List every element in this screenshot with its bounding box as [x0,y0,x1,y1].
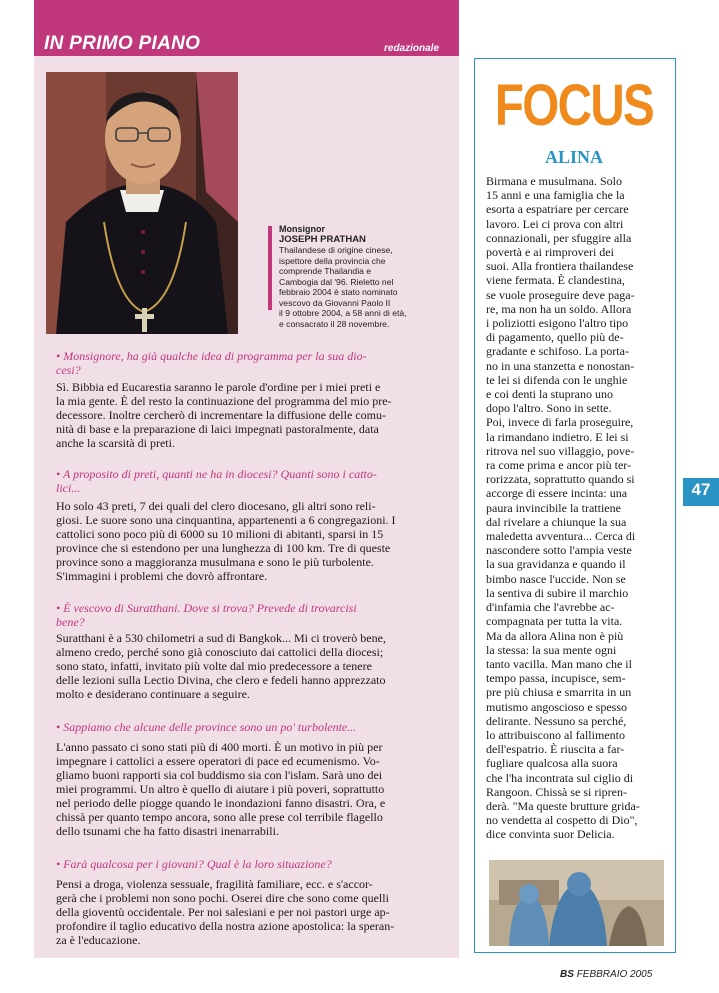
caption-accent [268,226,272,310]
answer-5: Pensi a droga, violenza sessuale, fragilità familiare, ecc. e s'accor- gerà che i problemi non sono pochi. Oserei dire che sono come quelli della gioventù occidentale. Per noi salesiani e per noi pastori urge ap- profondire il taglio educativo della nostra azione apostolica: la speran- za è l'educazione. [56,877,395,947]
focus-line: dell'espatrio. È riuscita a far- [486,742,625,757]
focus-line: se vuole proseguire deve paga- [486,287,635,302]
question-2: • A proposito di preti, quanti ne ha in diocesi? Quanti sono i catto- lici... [56,467,377,495]
focus-line: mutismo angoscioso e spesso [486,699,627,714]
focus-line: la sua gravidanza e quando il [486,557,626,572]
caption-line: febbraio 2004 è stato nominato [279,287,398,297]
focus-line: i poliziotti esigono l'altro tipo [486,316,629,331]
answer-3: Suratthani è a 530 chilometri a sud di Bangkok... Mi ci troverò bene, almeno credo, perché sono già conosciuto dai cattolici della diocesi; sono stato, infatti, invitato più volte dal mio predecessore a tenere delle lezioni sulla Lectio Divina, che clero e fedeli hanno apprezzato molto e desiderano continuare a seguire. [56,631,386,701]
focus-line: te lei si difenda con le unghie [486,372,628,387]
byline: redazionale [384,43,440,54]
question-4: • Sappiamo che alcune delle province sono un po' turbolente... [56,720,357,734]
focus-line: maledetta avventura... Cerca di [486,529,636,544]
focus-subtitle: ALINA [544,147,603,167]
caption-line: e consacrato il 28 novembre. [279,318,390,329]
caption-line: ispettore della provincia che [279,255,386,266]
caption-line: vescovo da Giovanni Paolo II [279,297,391,308]
caption-line: Cambogia dal '96. Rieletto nel [279,276,394,287]
portrait-caption [279,224,455,329]
focus-line: rorizzata, soprattutto quando si [486,472,635,487]
caption-line: il 9 ottobre 2004, a 58 anni di età, [279,308,407,318]
focus-line: Rangoon. Chissà se si ripren- [486,784,627,799]
footer [560,969,652,980]
focus-line: 15 anni e una famiglia che la [486,188,625,203]
section-title: IN PRIMO PIANO [44,33,201,54]
focus-line: ra come prima e ancor più ter- [486,458,632,473]
focus-line: bimbo nasce l'uccide. Non se [486,571,626,586]
caption-line: comprende Thailandia e [279,266,372,276]
footer-issue: FEBBRAIO 2005 [576,969,653,980]
focus-story [486,174,664,842]
focus-line: re, ma non ha un soldo. Allora [486,301,632,316]
focus-line: che l'ha incontrata sul ciglio di [486,770,634,785]
question-5: • Farà qualcosa per i giovani? Qual è la loro situazione? [56,857,332,871]
focus-line: dal rivelare a chiunque la sua [486,514,627,529]
focus-line: la rimandano indietro. E lei si [486,429,629,444]
answer-1: Sì. Bibbia ed Eucarestia saranno le parole d'ordine per i miei preti e la mia gente. È del resto la continuazione del programma del mio pre- decessore. Inoltre cercherò di incrementare la diffusione delle comu- nità di base e la preparazione di laici impegnati pastoralmente, data anche la scarsità di preti. [56,380,392,450]
focus-line: gradante e schifoso. La porta- [486,344,629,359]
bishop-portrait [46,72,238,334]
focus-line: Ma da allora Alina non è più [486,628,624,643]
focus-line: ritrova nel suo villaggio, pove- [486,443,635,458]
footer-mag: BS [560,969,574,980]
focus-line: delirante. Nessuno sa perché, [486,713,627,728]
focus-line: accorge di essere incinta: una [486,486,628,501]
focus-line: dopo l'altro. Sono in sette. [486,401,612,416]
focus-line: viene fermata. È clandestina, [486,273,625,288]
question-3: • È vescovo di Suratthani. Dove si trova? Prevede di trovarcisi bene? [56,601,357,629]
focus-line: e coi denti la stuprano uno [486,387,613,402]
page-number: 47 [691,480,711,499]
focus-line: tanto vacilla. Man mano che il [486,656,632,671]
focus-line: d'infamia che l'avrebbe ac- [486,600,615,615]
focus-line: povertà e ai rimproveri dei [486,245,614,260]
focus-line: no vendetta al cospetto di Dio", [486,813,638,828]
focus-line: derà. "Ma queste brutture grida- [486,798,640,813]
focus-line: la sentiva di subire il marchio [486,585,629,600]
focus-line: di pagamento, quello più de- [486,330,624,345]
answer-4: L'anno passato ci sono stati più di 400 morti. È un motivo in più per impegnare i cattolici a essere operatori di pace ed ecumenismo. Vo- gliamo buoni rapporti sia col buddismo sia con l'islam. Sarà uno dei miei programmi. Un altro è quello di aiutare i più poveri, soprattutto nel periodo delle piogge quando le inondazioni fanno disastri. Ora, e chissà per quanto tempo ancora, sono alle prese col terribile flagello dello tsunami che ha fatto disastri inenarrabili. [56,740,386,838]
focus-line: lo attribuiscono al fallimento [486,727,625,742]
focus-line: tempo passa, incupisce, sem- [486,671,626,686]
focus-line: no in una stanzetta e nonostan- [486,358,635,373]
caption-line: Thailandese di origine cinese, [279,245,393,255]
focus-line: fugliare qualcosa alla suora [486,756,618,771]
focus-line: Poi, invece di farla proseguire, [486,415,634,430]
focus-line: lavoro. Lei ci prova con altri [486,216,624,231]
focus-line: pre più chiusa e smarrita in un [486,685,632,700]
focus-line: Birmana e musulmana. Solo [486,174,622,188]
focus-line: compagnata per tutta la vita. [486,614,623,629]
veiled-women-photo [489,860,664,946]
focus-line: connazionali, per sfuggire alla [486,230,632,245]
caption-title: Monsignor [279,224,325,234]
focus-line: la stessa: la sua mente ogni [486,642,617,657]
answer-2: Ho solo 43 preti, 7 dei quali del clero diocesano, gli altri sono reli- giosi. Le suore sono una cinquantina, appartenenti a 6 congregazioni. I cattolici sono poco più di 6000 su 10 milioni di abitanti, sparsi in 15 province che si estendono per una lunghezza di 100 km. Tre di queste province sono a maggioranza musulmana e sono le più turbolente. S'immagini i problemi che dovrò affrontare. [56,499,396,583]
focus-line: suoi. Alla frontiera thailandese [486,259,634,274]
focus-line: dice convinta suor Delicia. [486,827,615,842]
focus-line: nascondere sotto l'ampia veste [486,543,632,558]
caption-name: JOSEPH PRATHAN [279,233,366,245]
focus-title: FOCUS [494,73,654,138]
focus-line: paura invincibile la trattiene [486,500,621,515]
focus-line: esorta a espatriare per cercare [486,202,629,217]
question-1: • Monsignore, ha già qualche idea di programma per la sua dio- cesi? [56,349,367,377]
